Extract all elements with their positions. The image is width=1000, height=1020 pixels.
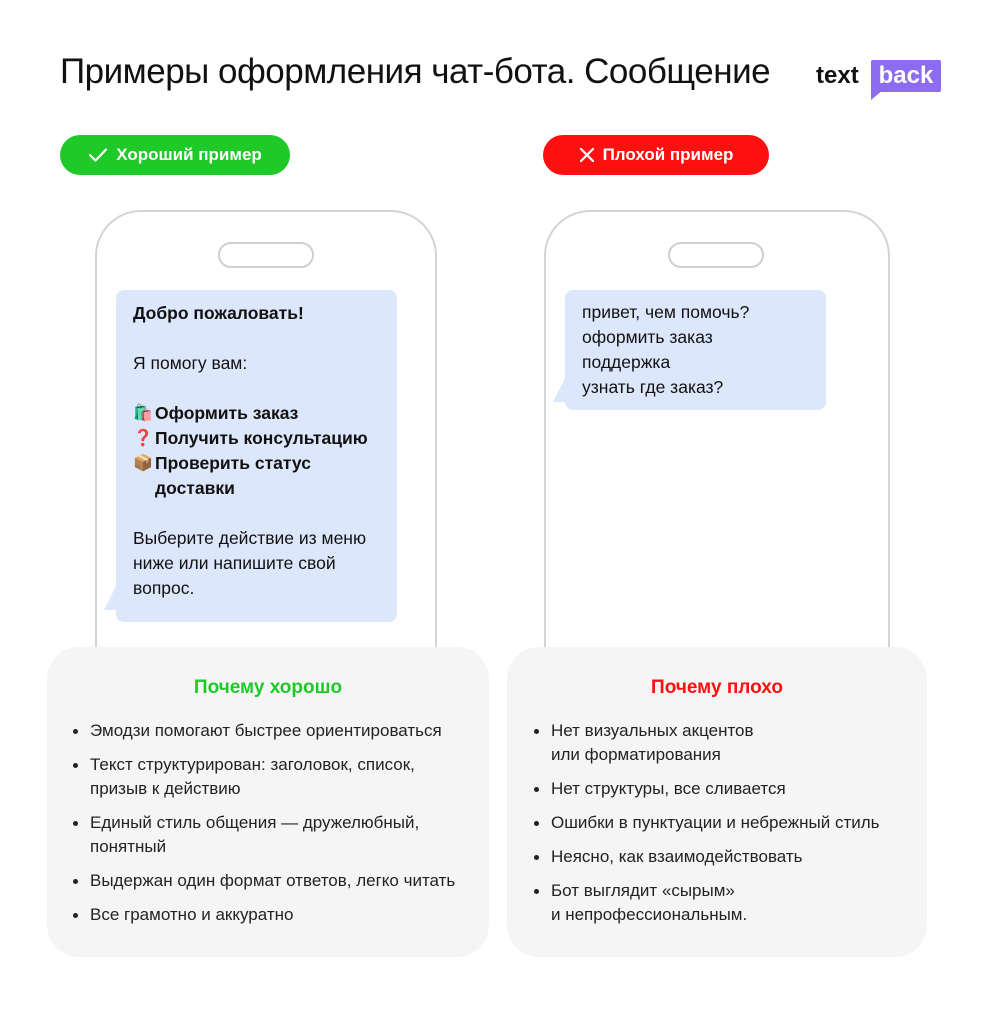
phone-notch <box>218 242 314 268</box>
list-item <box>72 903 479 927</box>
question-mark-icon: ❓ <box>133 430 153 447</box>
menu-item-label: Проверить статус доставки <box>155 453 311 498</box>
package-icon: 📦 <box>133 455 153 472</box>
bad-message-line: поддержка <box>582 352 671 372</box>
good-reasons-title: Почему хорошо <box>193 677 343 698</box>
list-item <box>72 869 479 893</box>
list-item-text: Бот выглядит «сырым» и непрофессиональным. <box>551 881 748 924</box>
phone-notch <box>668 242 764 268</box>
intro-text: Я помогу вам: <box>133 353 248 373</box>
list-item-text: Выдержан один формат ответов, легко читать <box>90 871 456 890</box>
good-message-bubble <box>116 290 397 622</box>
list-item <box>72 753 479 801</box>
list-item <box>533 879 917 927</box>
outro-text: Выберите действие из меню ниже или напишите свой вопрос. <box>133 528 367 598</box>
page-title: Примеры оформления чат-бота. Сообщение <box>60 52 771 91</box>
list-item-text: Неясно, как взаимодействовать <box>551 847 803 866</box>
list-item-text: Нет структуры, все сливается <box>551 779 786 798</box>
greeting-text: Добро пожаловать! <box>133 303 304 323</box>
logo-back: back <box>871 60 941 92</box>
bad-message-line: оформить заказ <box>582 327 713 347</box>
bad-example-label: Плохой пример <box>602 145 734 164</box>
logo-text: text <box>816 62 859 89</box>
logo-tail <box>871 90 883 100</box>
close-icon <box>579 147 595 163</box>
list-item-text: Эмодзи помогают быстрее ориентироваться <box>90 721 442 740</box>
bad-bubble-tail <box>553 378 565 402</box>
list-item-text: Текст структурирован: заголовок, список, призыв к действию <box>90 755 415 798</box>
bad-message-bubble <box>565 290 826 410</box>
list-item-text: Нет визуальных акцентов или форматирования <box>551 721 754 764</box>
good-bubble-tail <box>104 586 116 610</box>
menu-item <box>133 401 381 426</box>
bad-example-badge <box>543 135 769 175</box>
menu-item <box>133 426 381 451</box>
list-item <box>533 777 917 801</box>
menu-item-label: Оформить заказ <box>155 403 299 423</box>
list-item <box>533 811 917 835</box>
good-example-badge <box>60 135 290 175</box>
list-item <box>72 811 479 859</box>
good-reasons-card <box>47 647 489 957</box>
good-reasons-list <box>72 719 479 937</box>
list-item <box>533 719 917 767</box>
list-item-text: Все грамотно и аккуратно <box>90 905 294 924</box>
menu-item <box>133 451 381 501</box>
menu-item-label: Получить консультацию <box>155 428 368 448</box>
list-item <box>533 845 917 869</box>
bad-reasons-card <box>507 647 927 957</box>
shopping-bags-icon: 🛍️ <box>133 405 153 422</box>
list-item <box>72 719 479 743</box>
list-item-text: Ошибки в пунктуации и небрежный стиль <box>551 813 880 832</box>
good-example-label: Хороший пример <box>116 145 262 164</box>
bad-message-line: узнать где заказ? <box>582 377 724 397</box>
bad-reasons-title: Почему плохо <box>651 677 783 698</box>
bad-reasons-list <box>533 719 917 937</box>
list-item-text: Единый стиль общения — дружелюбный, понятный <box>90 813 420 856</box>
bad-message-line: привет, чем помочь? <box>582 302 750 322</box>
check-icon <box>88 147 108 163</box>
textback-logo <box>816 60 942 100</box>
